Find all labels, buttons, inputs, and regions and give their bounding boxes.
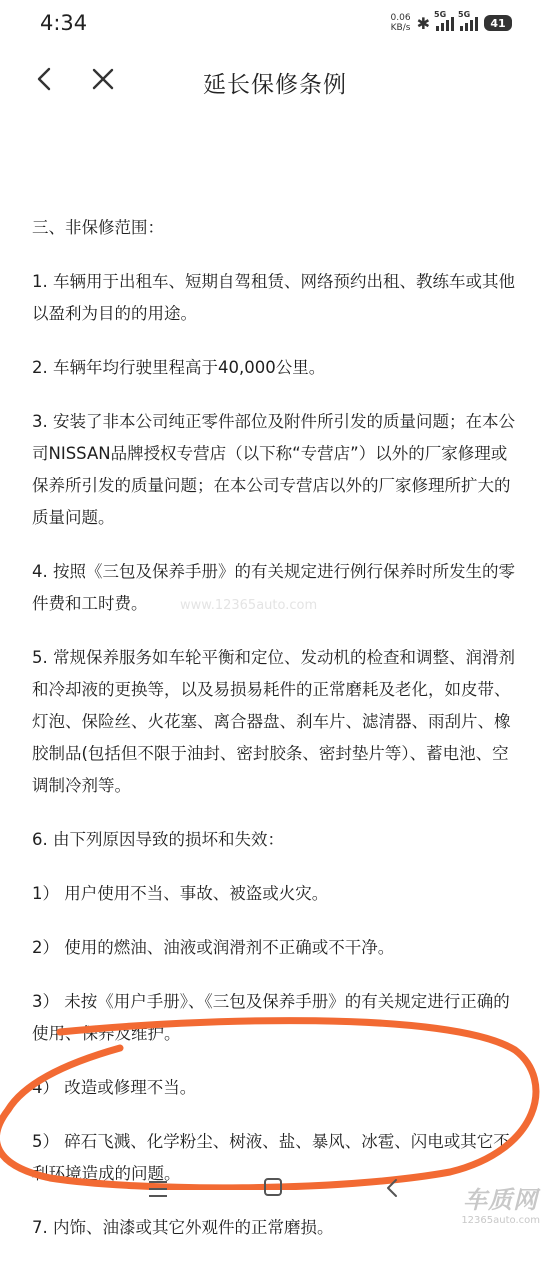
signal-icon <box>434 10 454 31</box>
clause-6-item-3: 3） 未按《用户手册》、《三包及保养手册》的有关规定进行正确的使用、保养及维护。 <box>32 992 510 1043</box>
header-bar <box>0 56 550 106</box>
bluetooth-icon: ✱ <box>416 13 430 33</box>
status-icons <box>391 10 512 36</box>
network-speed <box>391 13 411 33</box>
clause-7: 7. 内饰、油漆或其它外观件的正常磨损。 <box>32 1218 334 1237</box>
page-title: 延长保修条例 <box>203 72 347 98</box>
clause-3: 3. 安装了非本公司纯正零件部位及附件所引发的质量问题；在本公司NISSAN品牌授权专营店（以下称“专营店”）以外的厂家修理或保养所引发的质量问题；在本公司专营店以外的厂家修理所扩大的质量问题。 <box>32 412 515 527</box>
terms-content <box>32 212 522 1266</box>
network-speed-unit: KB/s <box>390 23 411 33</box>
clause-6-item-1: 1） 用户使用不当、事故、被盗或火灾。 <box>32 884 329 903</box>
clause-6-item-2: 2） 使用的燃油、油液或润滑剂不正确或不干净。 <box>32 938 395 957</box>
clause-1: 1. 车辆用于出租车、短期自驾租赁、网络预约出租、教练车或其他以盈利为目的的用途。 <box>32 272 515 323</box>
status-time: 4:34 <box>40 11 88 35</box>
signal-icon <box>458 10 478 31</box>
watermark-text: www.12365auto.com <box>180 598 318 613</box>
signal-2-label: 5G <box>458 10 471 19</box>
system-back-button[interactable] <box>382 1174 402 1202</box>
network-speed-value: 0.06 <box>390 13 411 23</box>
section-heading: 三、非保修范围： <box>32 218 164 237</box>
logo-main-text: 车质网 <box>463 1186 539 1214</box>
clause-6-item-5: 5） 碎石飞溅、化学粉尘、树液、盐、暴风、冰雹、闪电或其它不利环境造成的问题。 <box>32 1132 510 1183</box>
recent-apps-button[interactable] <box>146 1178 170 1200</box>
signal-1-label: 5G <box>434 10 447 19</box>
clause-6-item-4: 4） 改造或修理不当。 <box>32 1078 197 1097</box>
status-bar <box>0 0 550 48</box>
back-chevron-icon <box>382 1174 402 1202</box>
home-icon <box>262 1176 284 1198</box>
logo-sub-text: 12365auto.com <box>461 1215 540 1226</box>
clause-6: 6. 由下列原因导致的损坏和失效： <box>32 830 284 849</box>
site-logo <box>461 1180 540 1226</box>
clause-5: 5. 常规保养服务如车轮平衡和定位、发动机的检查和调整、润滑剂和冷却液的更换等，以及易损易耗件的正常磨耗及老化，如皮带、灯泡、保险丝、火花塞、离合器盘、刹车片、滤清器、雨刮片、橡胶制品(包括但不限于油封、密封胶条、密封垫片等）、蓄电池、空调制冷剂等。 <box>32 648 515 795</box>
home-button[interactable] <box>262 1176 284 1198</box>
clause-2: 2. 车辆年均行驶里程高于40,000公里。 <box>32 358 326 377</box>
menu-icon <box>146 1178 170 1200</box>
battery-icon: 41 <box>484 15 512 31</box>
clause-4: 4. 按照《三包及保养手册》的有关规定进行例行保养时所发生的零件费和工时费。 <box>32 562 515 613</box>
